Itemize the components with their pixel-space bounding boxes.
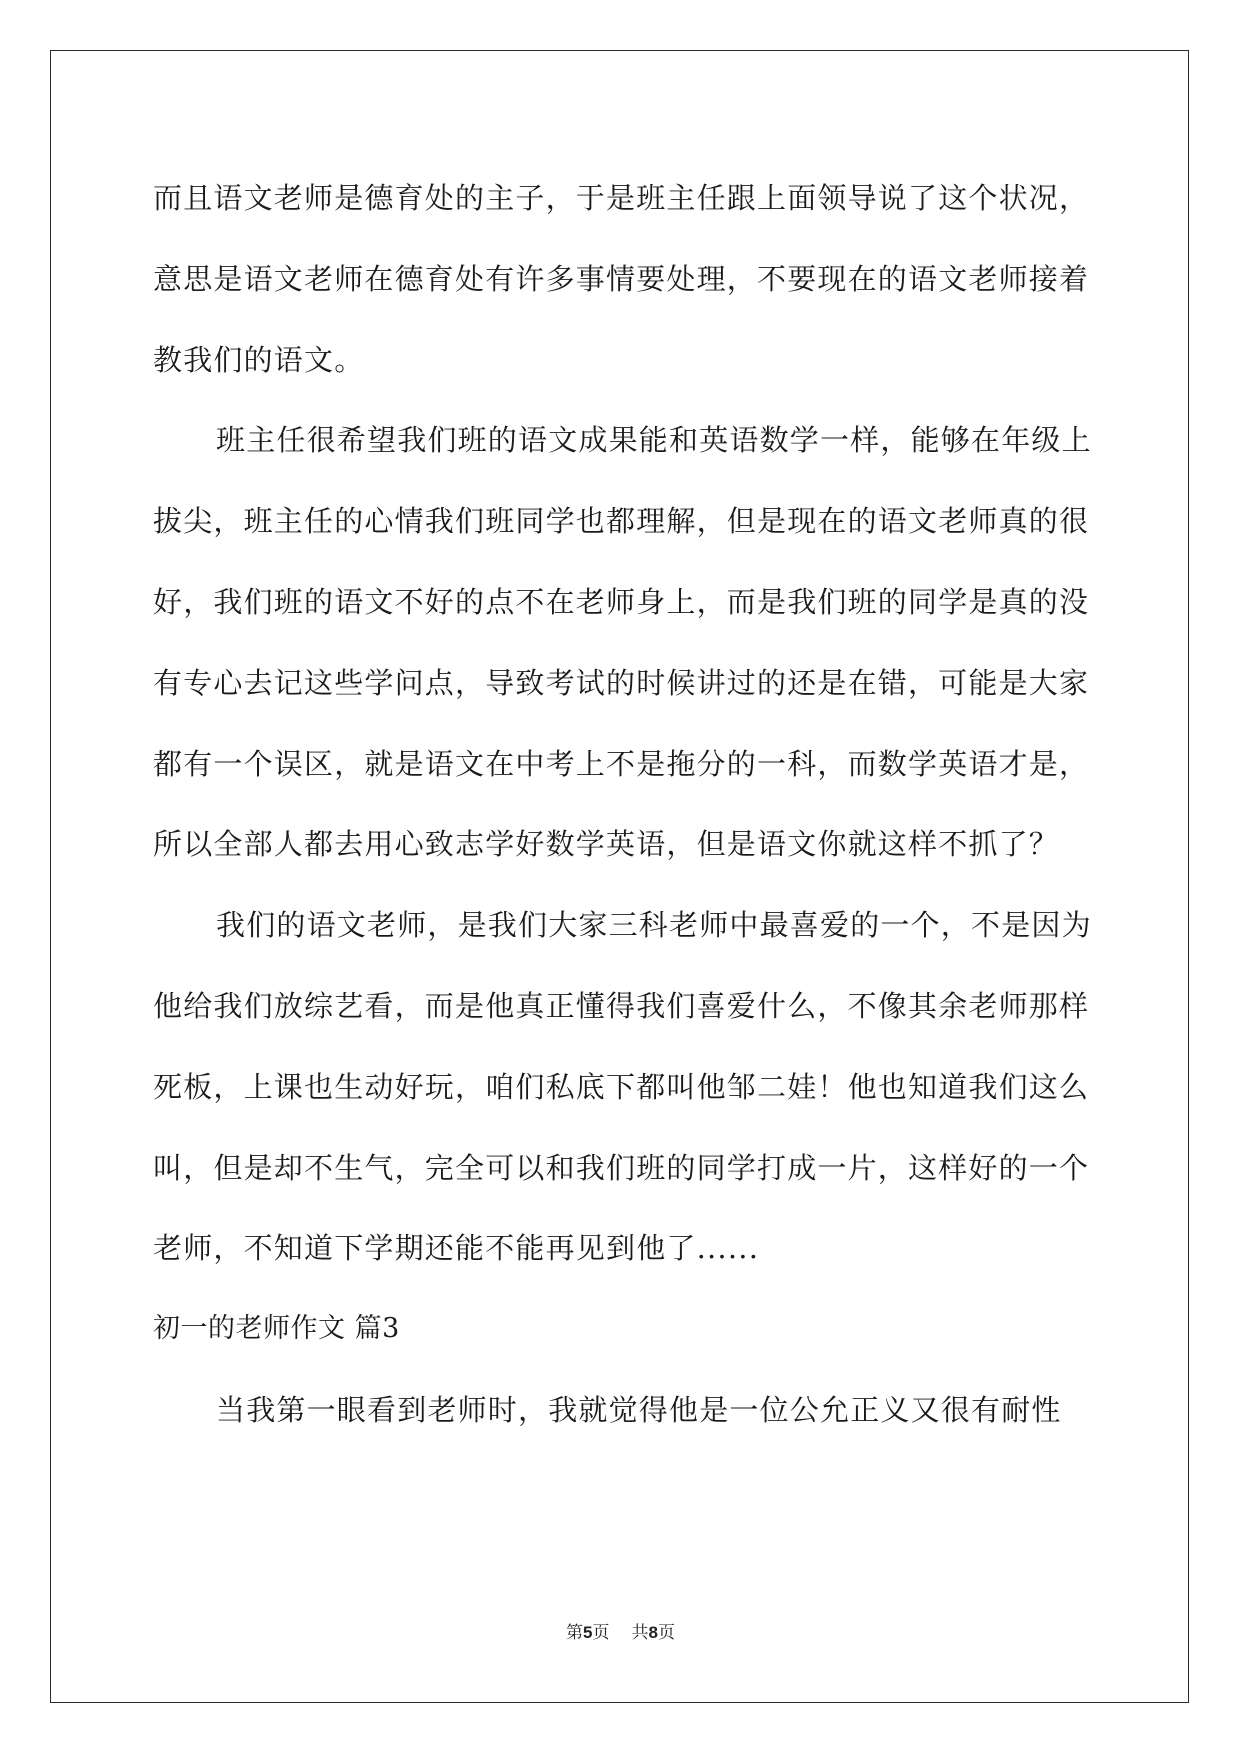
paragraph-head-teacher: 班主任很希望我们班的语文成果能和英语数学一样，能够在年级上拔尖，班主任的心情我们班同学也都理解，但是现在的语文老师真的很好，我们班的语文不好的点不在老师身上，而是我们班的同学是真的没有专心去记这些学问点，导致考试的时候讲过的还是在错，可能是大家都有一个误区，就是语文在中考上不是拖分的一科，而数学英语才是，所以全部人都去用心致志学好数学英语，但是语文你就这样不抓了？ <box>153 423 1092 862</box>
paragraph-continuation: 而且语文老师是德育处的主子，于是班主任跟上面领导说了这个状况，意思是语文老师在德育处有许多事情要处理，不要现在的语文老师接着教我们的语文。 <box>153 181 1090 377</box>
section-heading: 初一的老师作文 篇3 <box>153 1313 400 1345</box>
footer-page-prefix: 第 <box>566 1623 584 1643</box>
footer-page-total: 8 <box>648 1623 658 1642</box>
page-footer <box>0 1618 1241 1643</box>
paragraph-chinese-teacher: 我们的语文老师，是我们大家三科老师中最喜爱的一个，不是因为他给我们放综艺看，而是他真正懂得我们喜爱什么，不像其余老师那样死板，上课也生动好玩，咱们私底下都叫他邹二娃！他也知道我们这么叫，但是却不生气，完全可以和我们班的同学打成一片，这样好的一个老师，不知道下学期还能不能再见到他了...... <box>153 908 1092 1266</box>
footer-total-prefix: 共 <box>631 1623 649 1643</box>
footer-page-current: 5 <box>583 1623 593 1642</box>
footer-page-suffix: 页 <box>592 1623 610 1643</box>
document-body <box>153 158 1095 1451</box>
footer-total-suffix: 页 <box>657 1623 675 1643</box>
paragraph-section-start: 当我第一眼看到老师时，我就觉得他是一位公允正义又很有耐性 <box>216 1392 1062 1427</box>
